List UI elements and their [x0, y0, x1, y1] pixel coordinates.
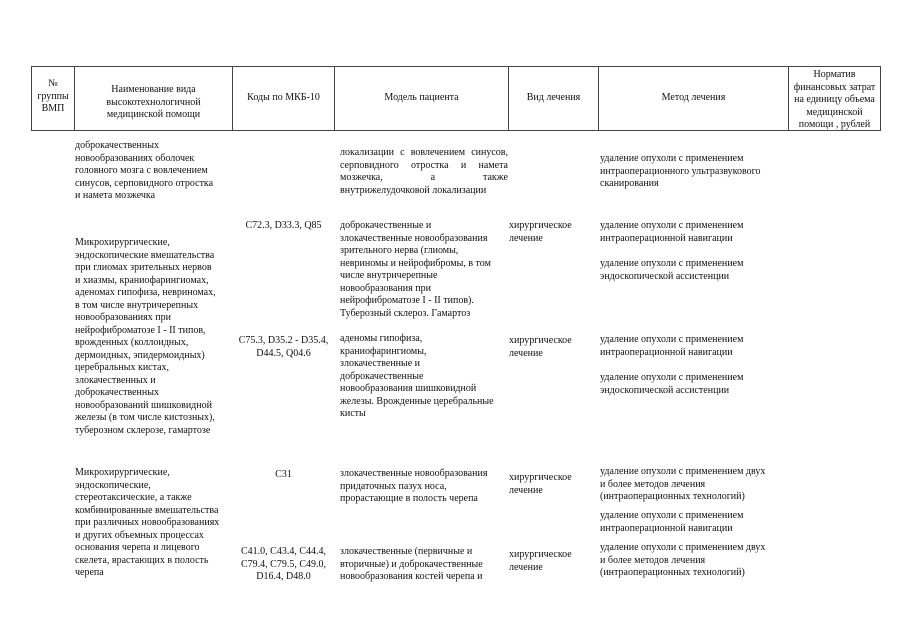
column-divider: [880, 66, 881, 130]
patient-model: аденомы гипофиза, краниофарингиомы, злокачественные и доброкачественные новообразования шишковидной железы. Врожденные церебральные кисты: [340, 333, 494, 419]
treatment-method: удаление опухоли с применением эндоскопической ассистенции: [600, 258, 744, 282]
header-care-type-name: Наименование вида высокотехнологичной медицинской помощи: [106, 84, 201, 120]
patient-model: доброкачественные и злокачественные новообразования зрительного нерва (глиомы, невриномы и нейрофибромы, в том числе внутричерепные новообразования при нейрофиброматозе I - II типов). Туберозный склероз. Гамартоз: [340, 220, 491, 319]
table-top-border: [31, 66, 881, 67]
treatment-method: удаление опухоли с применением двух и более методов лечения (интраоперационных технологий): [600, 542, 766, 578]
treatment-method: удаление опухоли с применением интраоперационной навигации: [600, 220, 744, 244]
treatment-method: удаление опухоли с применением эндоскопической ассистенции: [600, 372, 744, 396]
patient-model: злокачественные новообразования придаточных пазух носа, прорастающие в полость черепа: [340, 468, 488, 504]
treatment-method: удаление опухоли с применением двух и более методов лечения (интраоперационных технологий): [600, 466, 766, 502]
care-type-name: доброкачественных новообразованиях оболочек головного мозга с вовлечением синусов, серповидного отростка и намета мозжечка: [75, 140, 214, 201]
patient-model: локализации с вовлечением синусов, серповидного отростка и намета мозжечка, а также внутрижелудочковой локализации: [340, 147, 508, 196]
header-icd-codes: Коды по МКБ-10: [247, 92, 320, 103]
icd-codes: C41.0, C43.4, C44.4, C79.4, C79.5, C49.0, D16.4, D48.0: [240, 546, 326, 582]
icd-codes: C31: [275, 469, 292, 480]
icd-codes: C75.3, D35.2 - D35.4, D44.5, Q04.6: [238, 335, 329, 359]
care-type-name: Микрохирургические, эндоскопические вмешательства при глиомах зрительных нервов и хиазмы, краниофарингиомах, аденомах гипофиза, невриномах, в том числе внутричерепных новообразованиях при нейрофиброматозе I - II типов, врожденных (коллоидных, дермоидных, эпидермоидных) церебральных кистах, злокачественных и доброкачественных новообразований шишковидной железы (в том числе кистозных), туберозном склерозе, гамартозе: [75, 237, 216, 436]
treatment-type: хирургическое лечение: [509, 335, 572, 359]
header-group-number: № группы ВМП: [37, 78, 69, 114]
header-treatment-method: Метод лечения: [661, 92, 726, 103]
header-bottom-border: [31, 130, 881, 131]
treatment-method: удаление опухоли с применением интраоперационного ультразвукового сканирования: [600, 153, 761, 189]
icd-codes: C72.3, D33.3, Q85: [245, 220, 322, 231]
treatment-type: хирургическое лечение: [509, 549, 572, 573]
header-treatment-type: Вид лечения: [526, 92, 581, 103]
treatment-type: хирургическое лечение: [509, 220, 572, 244]
treatment-method: удаление опухоли с применением интраоперационной навигации: [600, 334, 744, 358]
header-patient-model: Модель пациента: [384, 92, 459, 103]
patient-model: злокачественные (первичные и вторичные) и доброкачественные новообразования костей черепа и: [340, 546, 483, 582]
care-type-name: Микрохирургические, эндоскопические, стереотаксические, а также комбинированные вмешательства при различных новообразованиях и других объемных процессах основания черепа и лицевого скелета, врастающих в полость черепа: [75, 467, 220, 578]
treatment-type: хирургическое лечение: [509, 472, 572, 496]
header-cost-standard: Норматив финансовых затрат на единицу объема медицинской помощи , рублей: [793, 69, 876, 130]
treatment-method: удаление опухоли с применением интраоперационной навигации: [600, 510, 744, 534]
